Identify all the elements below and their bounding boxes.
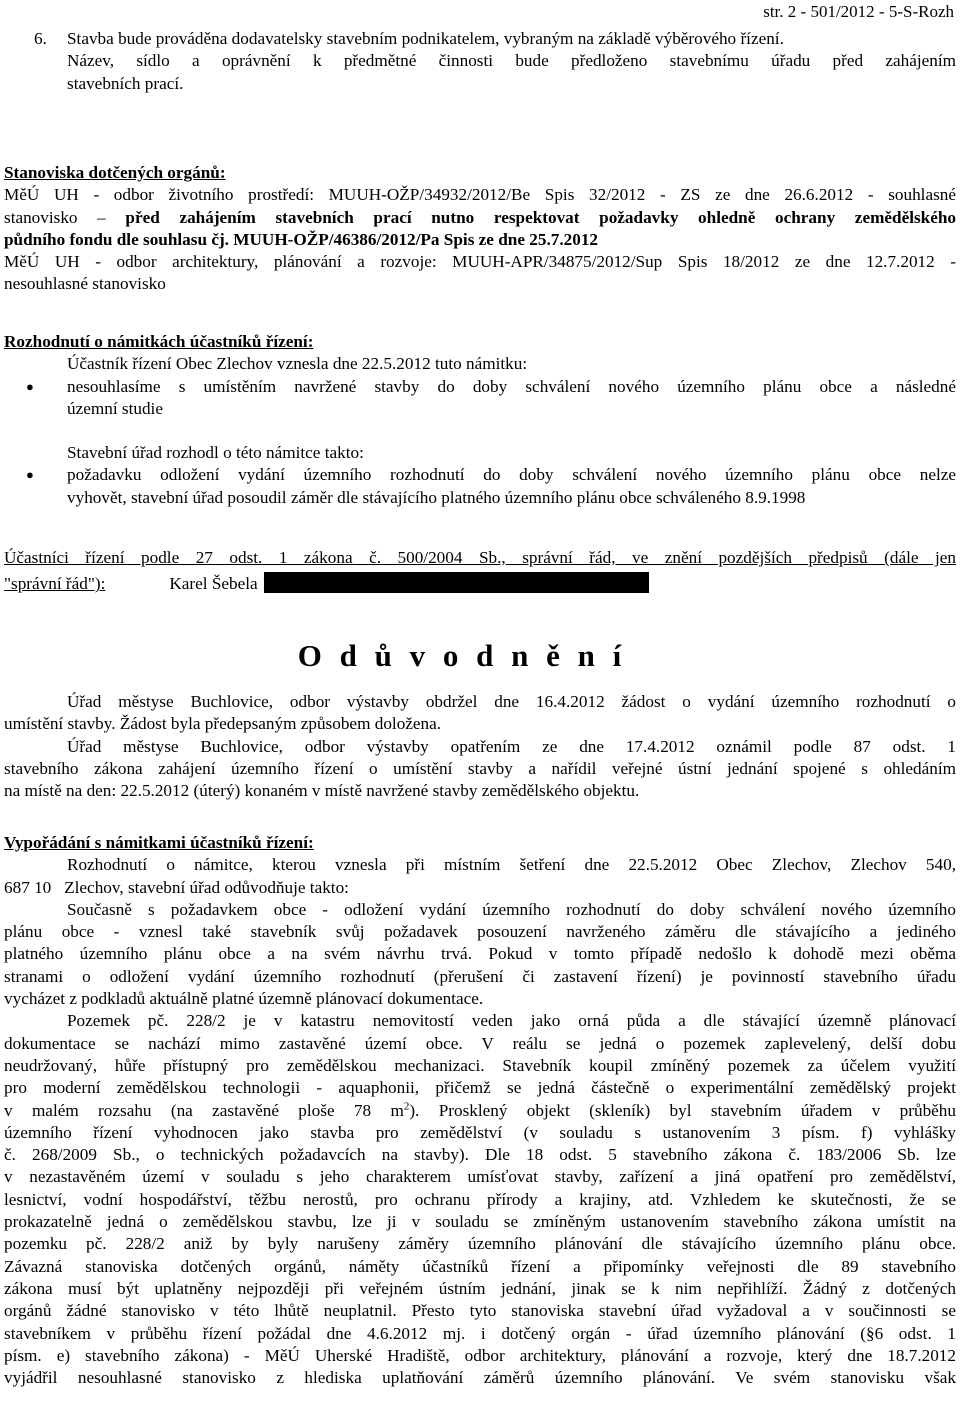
opinion-line: MěÚ UH - odbor architektury, plánování a rozvoje: MUUH-APR/34875/2012/Sup Spis 18/2012 ze dne 12.7.2012 - <box>4 252 956 272</box>
participants-section <box>4 547 956 596</box>
reasoning-line: Úřad městyse Buchlovice, odbor výstavby opatřením ze dne 17.4.2012 oznámil podle 87 odst. 1 <box>67 736 956 756</box>
settlement-line: územního řízení vyhodnocen jako stavba pro zemědělství (v souladu s ustanovením 3 písm. f) vyhlášky <box>4 1122 956 1142</box>
settlement-heading: Vypořádání s námitkami účastníků řízení: <box>4 833 314 852</box>
bullet-dot-icon: ● <box>26 378 34 394</box>
opinions-section <box>4 162 956 296</box>
settlement-text: ). Prosklený objekt (skleník) byl stavebním úřadem v průběhu <box>409 1100 956 1120</box>
reasoning-line: Úřad městyse Buchlovice, odbor výstavby obdržel dne 16.4.2012 žádost o vydání územního rozhodnutí o <box>67 692 956 711</box>
settlement-line: orgánů žádné stanovisko v této lhůtě neuplatnil. Přesto tyto stanoviska stavební úřad vyžadoval a v součinnosti se <box>4 1301 956 1321</box>
settlement-line: neudržovaný, hůře přístupný pro zemědělskou mechanizaci. Stavebník koupil zmíněný pozemek za účelem využití <box>4 1055 956 1075</box>
participants-line: Účastníci řízení podle 27 odst. 1 zákona č. 500/2004 Sb., správní řád, ve znění pozdějších předpisů (dále jen <box>4 548 956 567</box>
settlement-line: písm. e) stavebního zákona) - MěÚ Uherské Hradiště, odbor architektury, plánování a rozvoje, který dne 18.7.2012 <box>4 1345 956 1365</box>
settlement-line: Pozemek pč. 228/2 je v katastru nemovitostí veden jako orná půda a dle stávající územně plánovací <box>67 1011 956 1031</box>
item-6-line3: stavebních prací. <box>67 73 184 93</box>
objections-heading: Rozhodnutí o námitkách účastníků řízení: <box>4 332 314 351</box>
opinion-bold-text: před zahájením stavebních prací nutno respektovat požadavky ohledně ochrany zemědělského <box>125 207 957 227</box>
objection-bullet <box>4 376 956 421</box>
item-6-line1: Stavba bude prováděna dodavatelsky stavebním podnikatelem, vybraným na základě výběrového řízení. <box>67 29 784 48</box>
settlement-line <box>4 1100 956 1122</box>
settlement-line: plánu obce - vznesl také stavebník svůj požadavek posouzení navrženého záměru dle stávajícího a jediného <box>4 922 956 942</box>
reasoning-section <box>4 691 956 802</box>
settlement-line: 687 10 Zlechov, stavební úřad odůvodňuje takto: <box>4 877 349 897</box>
reasoning-title: O d ů v o d n ě n í <box>297 638 627 673</box>
opinion-text: stanovisko – <box>4 207 126 227</box>
settlement-line: v nezastavěném území v souladu s jeho charakterem umísťovat stavby, zařízení a jiná opatření pro zemědělství, <box>4 1167 956 1187</box>
decision-intro: Stavební úřad rozhodl o této námitce takto: <box>67 443 364 463</box>
reasoning-line: stavebního zákona zahájení územního řízení o umístění stavby a nařídil veřejné ústní jednání spojené s ohledáním <box>4 758 956 778</box>
bullet-dot-icon: ● <box>26 467 34 483</box>
item-6-line2: Název, sídlo a oprávnění k předmětné činnosti bude předloženo stavebnímu úřadu před zahájením <box>67 51 956 71</box>
settlement-line: prokazatelně jedná o zemědělskou stavbu, lze ji v souladu se zmíněným ustanovením stavebního zákona umístit na <box>4 1212 956 1232</box>
settlement-line: vyjádřil nesouhlasné stanovisko z hlediska uplatňování záměrů územního plánování. Ve svém stanovisku však <box>4 1368 956 1388</box>
participant-name: Karel Šebela <box>169 574 258 594</box>
objections-section <box>4 331 956 509</box>
opinion-line: MěÚ UH - odbor životního prostředí: MUUH-OŽP/34932/2012/Be Spis 32/2012 - ZS ze dne 26.6.2012 - souhlasné <box>4 185 956 205</box>
settlement-line: dokumentace se nachází mimo zastavěné území obce. V reálu se jedná o pozemek zaplevelený, delší dobu <box>4 1033 956 1053</box>
objection-intro: Účastník řízení Obec Zlechov vznesla dne 22.5.2012 tuto námitku: <box>67 354 528 374</box>
participants-label: "správní řád"): <box>4 574 106 594</box>
opinion-line: půdního fondu dle souhlasu čj. MUUH-OŽP/46386/2012/Pa Spis ze dne 25.7.2012 <box>4 229 599 249</box>
settlement-line: Rozhodnutí o námitce, kterou vznesla při místním šetření dne 22.5.2012 Obec Zlechov, Zlechov 540, <box>67 855 956 875</box>
participants-line <box>4 572 956 595</box>
redaction-bar <box>264 572 649 593</box>
settlement-line: platného územního plánu obce a na svém návrhu trvá. Pokud v tomto případě nedošlo k dohodě mezi oběma <box>4 944 956 964</box>
bullet-text: požadavku odložení vydání územního rozhodnutí do doby schválení nového územního plánu obce nelze <box>67 465 956 485</box>
opinion-line <box>4 207 956 229</box>
reasoning-line: umístění stavby. Žádost byla předepsaným způsobem doložena. <box>4 714 442 734</box>
settlement-line: stavebníkem v průběhu řízení požádal dne 4.6.2012 mj. i dotčený orgán - úřad územního plánování (§6 odst. 1 <box>4 1323 956 1343</box>
settlement-line: stranami o odložení vydání územního rozhodnutí (přerušení či zastavení řízení) je povinností stavebního úřadu <box>4 966 956 986</box>
opinions-heading: Stanoviska dotčených orgánů: <box>4 163 226 182</box>
settlement-line: č. 268/2009 Sb., o technických požadavcích na stavby). Dle 18 odst. 5 stavebního zákona č. 183/2006 Sb. lze <box>4 1145 956 1165</box>
reasoning-line: na místě na den: 22.5.2012 (úterý) konaném v místě navržené stavby zemědělského objektu. <box>4 781 640 801</box>
superscript: 2 <box>403 1099 410 1112</box>
item-6-number: 6. <box>34 29 47 48</box>
settlement-line: vycházet z podkladů aktuálně platné územně plánovací dokumentace. <box>4 989 484 1009</box>
settlement-line: Závazná stanoviska dotčených orgánů, náměty účastníků řízení a připomínky veřejnosti dle 89 stavebního <box>4 1256 956 1276</box>
page-reference: str. 2 - 501/2012 - 5-S-Rozh <box>763 2 954 21</box>
bullet-text: vyhovět, stavební úřad posoudil záměr dle stávajícího platného územního plánu obce schváleného 8.9.1998 <box>67 487 806 507</box>
bullet-text: nesouhlasíme s umístěním navržené stavby do doby schválení nového územního plánu obce a následné <box>67 376 956 396</box>
settlement-line: zákona musí být uplatněny nejpozději při veřejném ústním jednání, jinak se k nim nepřihlíží. Žádný z dotčených <box>4 1278 956 1298</box>
settlement-line: pro moderní zemědělskou technologii - aquaphonii, přičemž se jedná částečně o experimentální zemědělský projekt <box>4 1078 956 1098</box>
settlement-line: lesnictví, vodní hospodářství, těžbu nerostů, pro ochranu přírody a krajiny, atd. Vzhledem ke skutečnosti, že se <box>4 1189 956 1209</box>
bullet-text: územní studie <box>67 398 163 418</box>
opinion-line: nesouhlasné stanovisko <box>4 274 166 294</box>
item-6 <box>4 28 956 95</box>
settlement-text: v malém rozsahu (na zastavěné ploše 78 m <box>4 1100 404 1120</box>
decision-bullet <box>4 464 956 509</box>
settlement-line: pozemku pč. 228/2 aniž by byly narušeny záměry územního plánování dle stávajícího územního plánu obce. <box>4 1234 956 1254</box>
settlement-line: Současně s požadavkem obce - odložení vydání územního rozhodnutí do doby schválení nového územního <box>67 899 956 919</box>
settlement-section <box>4 832 956 1389</box>
